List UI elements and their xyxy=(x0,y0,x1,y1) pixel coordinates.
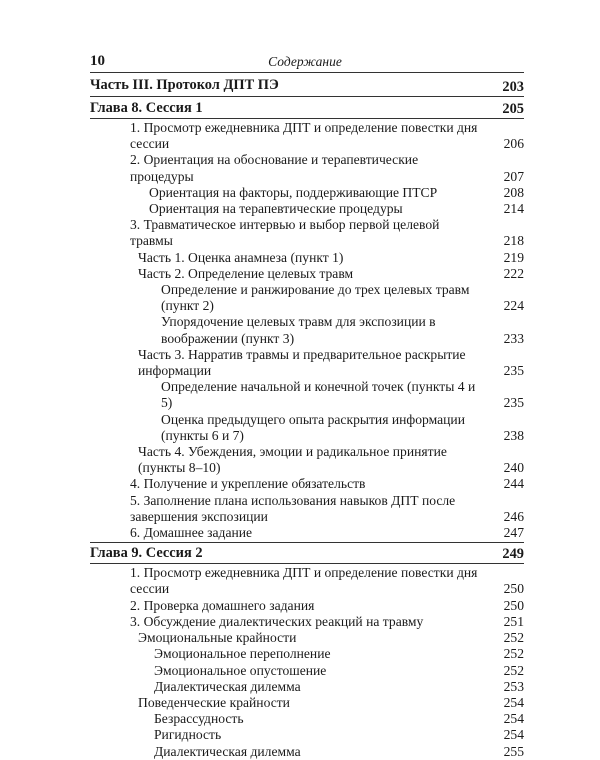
toc-entry-page: 249 xyxy=(502,546,524,563)
toc-entry xyxy=(90,630,524,646)
toc-entry-title: 1. Просмотр ежедневника ДПТ и определение повестки дня сессии xyxy=(130,120,478,152)
toc-entry xyxy=(90,679,524,695)
page-number: 10 xyxy=(90,53,105,69)
toc-entry-title: 2. Ориентация на обоснование и терапевтические процедуры xyxy=(130,152,419,184)
toc-entry xyxy=(90,152,524,184)
toc-entry-page: 251 xyxy=(503,613,524,629)
toc-entry-title: Ригидность xyxy=(154,727,222,743)
toc-entry-title: Часть III. Протокол ДПТ ПЭ xyxy=(90,77,279,93)
toc-entry-page: 235 xyxy=(503,395,524,411)
toc-entry-title: 4. Получение и укрепление обязательств xyxy=(130,476,366,492)
toc-entry xyxy=(90,493,524,525)
toc-entry xyxy=(90,565,524,597)
toc-entry-title: Часть 3. Нарратив травмы и предварительное раскрытие информации xyxy=(138,346,466,379)
toc-entry-title: Глава 8. Сессия 1 xyxy=(90,100,203,116)
toc-entry-page: 252 xyxy=(503,646,524,662)
toc-entry-title: Безрассудность xyxy=(154,711,244,727)
toc-entry-title: 1. Просмотр ежедневника ДПТ и определение повестки дня сессии xyxy=(130,565,478,597)
toc-entry-title: Упорядочение целевых травм для экспозиции в воображении (пункт 3) xyxy=(161,314,436,346)
toc-entry xyxy=(90,744,524,760)
toc-entry-page: 207 xyxy=(503,168,524,184)
toc-entry-title: Эмоциональное переполнение xyxy=(154,646,331,662)
page-header xyxy=(90,53,520,73)
toc-chapter xyxy=(90,542,524,564)
toc-entry-page: 254 xyxy=(503,694,524,710)
toc-entry-page: 235 xyxy=(503,363,524,379)
toc-entry-page: 218 xyxy=(503,233,524,249)
toc-entry xyxy=(90,379,524,411)
toc-entry xyxy=(90,444,524,476)
toc-entry-title: Часть 4. Убеждения, эмоции и радикальное принятие (пункты 8–10) xyxy=(138,444,447,476)
toc-entry xyxy=(90,185,524,201)
toc-entry-page: 254 xyxy=(503,711,524,727)
toc-entry-title: Диалектическая дилемма xyxy=(154,743,301,759)
toc-entry-page: 247 xyxy=(503,525,524,541)
toc-entry-title: Часть 2. Определение целевых травм xyxy=(138,265,354,281)
toc-entry-page: 203 xyxy=(502,79,524,95)
toc-entry xyxy=(90,217,524,249)
toc-entry xyxy=(90,525,524,541)
toc-entry-page: 233 xyxy=(503,330,524,346)
toc-entry-page: 238 xyxy=(503,427,524,443)
toc-chapter xyxy=(90,99,524,119)
toc-entry-title: Поведенческие крайности xyxy=(138,694,290,710)
toc-entry-page: 240 xyxy=(503,460,524,476)
toc-entry-title: Эмоциональное опустошение xyxy=(154,662,327,678)
toc-entry xyxy=(90,476,524,492)
toc-entry xyxy=(90,695,524,711)
toc-entry-title: Ориентация на терапевтические процедуры xyxy=(149,201,403,217)
toc-entry-page: 244 xyxy=(503,476,524,492)
toc-entry-title: 2. Проверка домашнего задания xyxy=(130,597,315,613)
toc-entry-title: 5. Заполнение плана использования навыков ДПТ после завершения экспозиции xyxy=(130,492,456,524)
header-rule xyxy=(90,72,524,73)
toc-entry-page: 252 xyxy=(503,630,524,646)
toc-entry xyxy=(90,314,524,346)
toc-entry xyxy=(90,598,524,614)
toc-entry-page: 246 xyxy=(503,508,524,524)
toc-entry-title: Диалектическая дилемма xyxy=(154,678,301,694)
toc-entry-page: 252 xyxy=(503,662,524,678)
toc-entry xyxy=(90,412,524,444)
toc-entry xyxy=(90,266,524,282)
toc-entry-page: 214 xyxy=(503,201,524,217)
toc-entry xyxy=(90,282,524,314)
toc-entry xyxy=(90,201,524,217)
toc-entry xyxy=(90,646,524,662)
toc-entry-title: Ориентация на факторы, поддерживающие ПТСР xyxy=(149,184,438,200)
table-of-contents xyxy=(90,76,524,760)
toc-entry-title: 3. Травматическое интервью и выбор первой целевой травмы xyxy=(130,217,440,249)
toc-entry-page: 250 xyxy=(503,581,524,597)
toc-entry-title: 6. Домашнее задание xyxy=(130,525,253,541)
toc-entry xyxy=(90,727,524,743)
toc-entry-page: 224 xyxy=(503,298,524,314)
toc-entry-title: Оценка предыдущего опыта раскрытия информации (пункты 6 и 7) xyxy=(161,411,465,443)
toc-part xyxy=(90,76,524,97)
toc-entry-page: 222 xyxy=(503,265,524,281)
running-title: Содержание xyxy=(268,54,342,69)
toc-entry-title: Определение и ранжирование до трех целевых травм (пункт 2) xyxy=(161,282,470,314)
toc-entry-title: Глава 9. Сессия 2 xyxy=(90,545,203,562)
toc-entry xyxy=(90,250,524,266)
toc-entry xyxy=(90,120,524,152)
toc-entry-page: 250 xyxy=(503,597,524,613)
toc-entry-page: 219 xyxy=(503,249,524,265)
toc-entry xyxy=(90,347,524,379)
toc-entry-page: 208 xyxy=(503,184,524,200)
toc-entry-title: Эмоциональные крайности xyxy=(138,630,297,646)
toc-entry-page: 255 xyxy=(503,743,524,759)
toc-entry xyxy=(90,614,524,630)
toc-entry-title: Определение начальной и конечной точек (пункты 4 и 5) xyxy=(161,379,476,411)
toc-entry-title: Часть 1. Оценка анамнеза (пункт 1) xyxy=(138,249,344,265)
toc-entry-page: 253 xyxy=(503,678,524,694)
toc-entry-page: 206 xyxy=(503,136,524,152)
toc-entry-page: 254 xyxy=(503,727,524,743)
toc-entry-title: 3. Обсуждение диалектических реакций на травму xyxy=(130,613,424,629)
toc-entry xyxy=(90,711,524,727)
toc-entry-page: 205 xyxy=(502,101,524,117)
toc-entry xyxy=(90,663,524,679)
